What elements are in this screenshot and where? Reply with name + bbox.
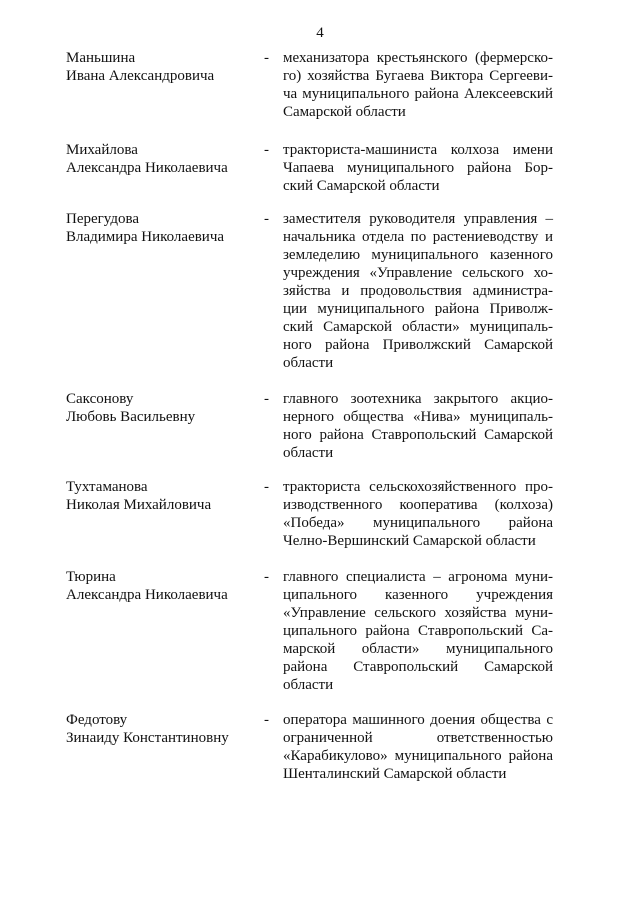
- person-name: [66, 210, 256, 246]
- description-line: Шенталинский Самарской области: [283, 766, 507, 782]
- description-line: Челно-Вершинский Самарской области: [283, 533, 536, 549]
- person-name-line: Любовь Васильевну: [66, 409, 196, 425]
- person-name-line: Перегудова: [66, 211, 140, 227]
- person-name: [66, 568, 256, 604]
- description-line: механизатора крестьянского (фермерско-: [283, 50, 553, 66]
- position-description: [283, 568, 553, 694]
- description-line: ограниченной ответственностью: [283, 730, 553, 746]
- person-name-line: Тухтаманова: [66, 479, 148, 495]
- position-description: [283, 210, 553, 372]
- person-name-line: Тюрина: [66, 569, 116, 585]
- person-name-line: Михайлова: [66, 142, 138, 158]
- description-line: ного района Ставропольский Самарской: [283, 427, 553, 443]
- person-name-line: Александра Николаевича: [66, 160, 228, 176]
- description-line: оператора машинного доения общества с: [283, 712, 553, 728]
- description-line: «Управление сельского хозяйства муни-: [283, 605, 553, 621]
- description-line: «Победа» муниципального района: [283, 515, 553, 531]
- description-line: области: [283, 355, 334, 371]
- description-line: «Карабикулово» муниципального района: [283, 748, 553, 764]
- separator-dash: -: [264, 142, 269, 158]
- description-line: го) хозяйства Бугаева Виктора Сергееви-: [283, 68, 553, 84]
- description-line: ции муниципального района Приволж-: [283, 301, 553, 317]
- person-name: [66, 390, 256, 426]
- separator-dash: -: [264, 391, 269, 407]
- description-line: ципального района Ставропольский Са-: [283, 623, 553, 639]
- position-description: [283, 49, 553, 121]
- description-line: ский Самарской области: [283, 178, 440, 194]
- separator-dash: -: [264, 50, 269, 66]
- position-description: [283, 390, 553, 462]
- description-line: земледелию муниципального казенного: [283, 247, 553, 263]
- description-line: ча муниципального района Алексеевский: [283, 86, 553, 102]
- description-line: марской области» муниципального: [283, 641, 553, 657]
- position-description: [283, 711, 553, 783]
- description-line: ципального казенного учреждения: [283, 587, 553, 603]
- person-name-line: Саксонову: [66, 391, 134, 407]
- description-line: Чапаева муниципального района Бор-: [283, 160, 553, 176]
- description-line: тракториста-машиниста колхоза имени: [283, 142, 553, 158]
- description-line: ного района Приволжский Самарской: [283, 337, 553, 353]
- separator-dash: -: [264, 211, 269, 227]
- description-line: главного зоотехника закрытого акцио-: [283, 391, 553, 407]
- separator-dash: -: [264, 712, 269, 728]
- person-name-line: Александра Николаевича: [66, 587, 228, 603]
- description-line: области: [283, 445, 334, 461]
- person-name: [66, 141, 256, 177]
- person-name: [66, 711, 256, 747]
- separator-dash: -: [264, 569, 269, 585]
- person-name-line: Николая Михайловича: [66, 497, 212, 513]
- person-name-line: Зинаиду Константиновну: [66, 730, 229, 746]
- person-name-line: Маньшина: [66, 50, 136, 66]
- description-line: ский Самарской области» муниципаль-: [283, 319, 553, 335]
- person-name: [66, 478, 256, 514]
- person-name-line: Ивана Александровича: [66, 68, 215, 84]
- description-line: тракториста сельскохозяйственного про-: [283, 479, 553, 495]
- position-description: [283, 141, 553, 195]
- description-line: главного специалиста – агронома муни-: [283, 569, 553, 585]
- separator-dash: -: [264, 479, 269, 495]
- description-line: зяйства и продовольствия администра-: [283, 283, 553, 299]
- description-line: учреждения «Управление сельского хо-: [283, 265, 553, 281]
- description-line: Самарской области: [283, 104, 406, 120]
- description-line: заместителя руководителя управления –: [283, 211, 553, 227]
- description-line: области: [283, 677, 334, 693]
- position-description: [283, 478, 553, 550]
- person-name: [66, 49, 256, 85]
- description-line: изводственного кооператива (колхоза): [283, 497, 553, 513]
- description-line: начальника отдела по растениеводству и: [283, 229, 553, 245]
- page-number: 4: [316, 25, 324, 41]
- description-line: нерного общества «Нива» муниципаль-: [283, 409, 553, 425]
- person-name-line: Федотову: [66, 712, 128, 728]
- description-line: района Ставропольский Самарской: [283, 659, 553, 675]
- person-name-line: Владимира Николаевича: [66, 229, 225, 245]
